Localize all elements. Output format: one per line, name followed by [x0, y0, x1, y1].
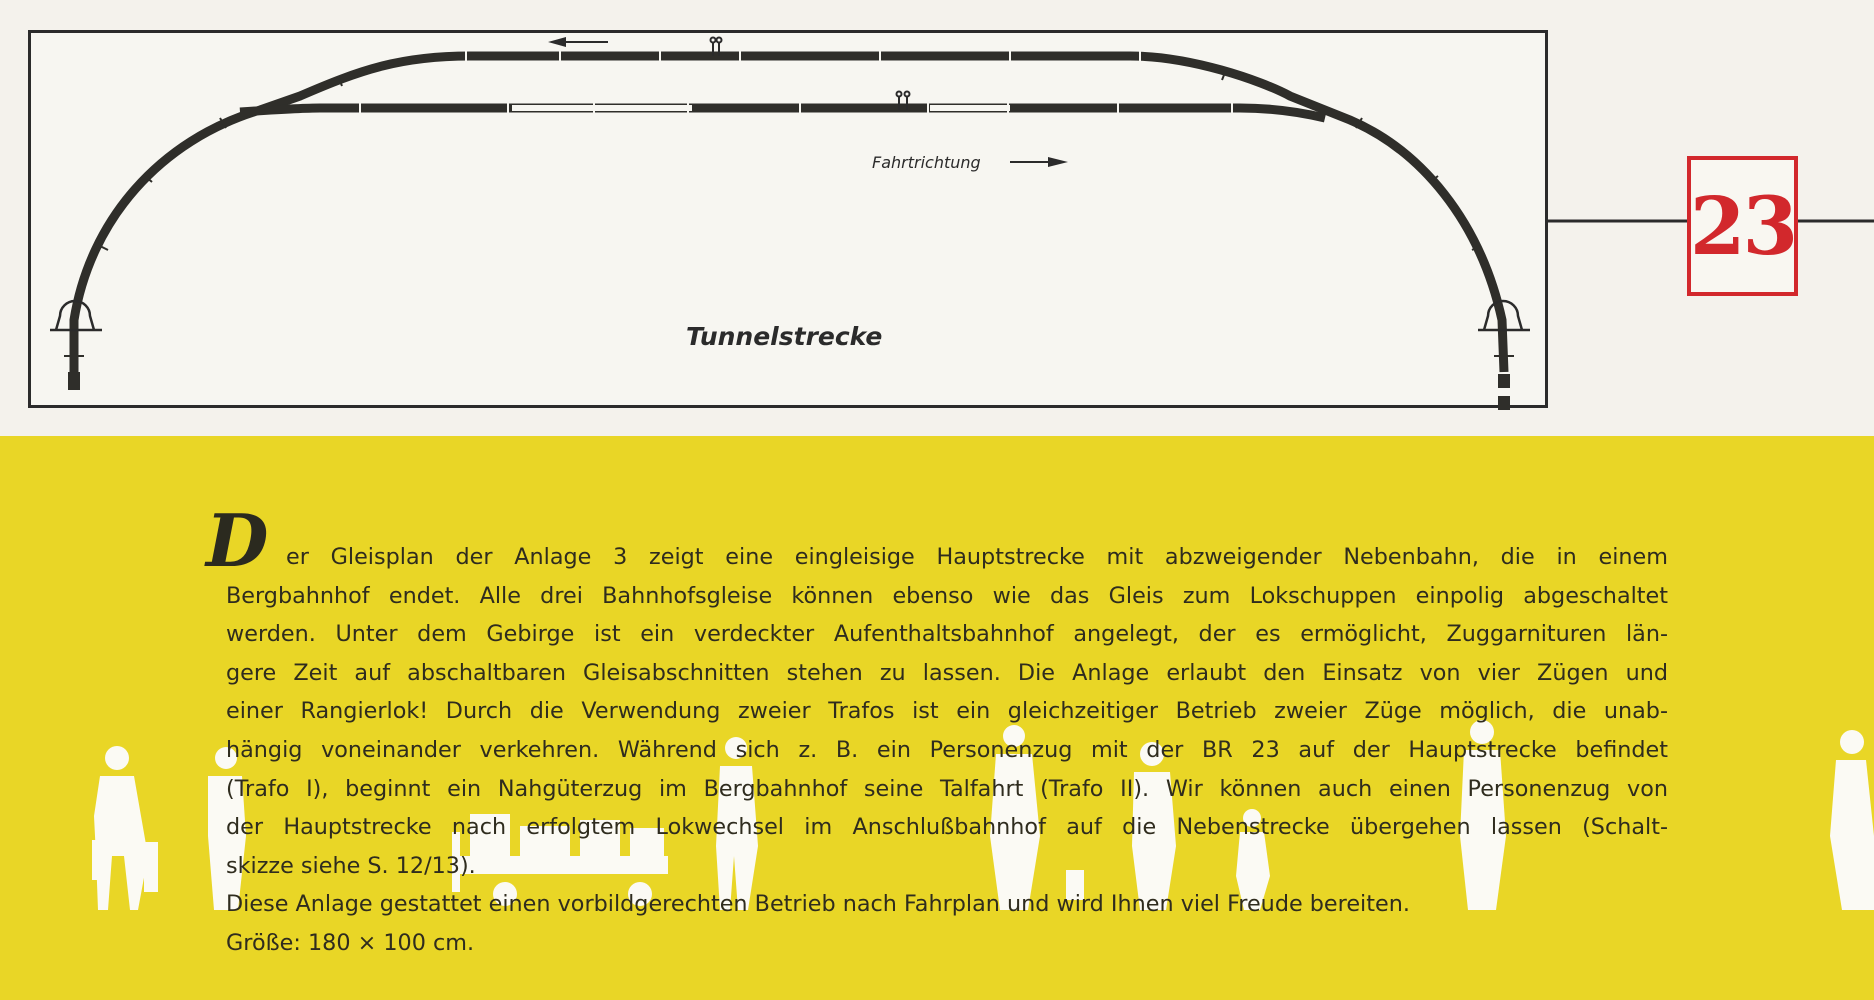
text-line-7: (Trafo I), beginnt ein Nahgüterzug im Bergbahnhof seine Talfahrt (Trafo II). Wir können auch einen Personenzug von	[226, 775, 1668, 802]
page-number-badge: 23	[1687, 156, 1798, 296]
text-line-2: Bergbahnhof endet. Alle drei Bahnhofsgleise können ebenso wie das Gleis zum Lokschuppen einpolig abgeschaltet	[226, 582, 1668, 609]
direction-label: Fahrtrichtung	[872, 153, 981, 172]
track-end-right	[1498, 396, 1510, 410]
isolated-section-1	[512, 105, 692, 111]
size-line: Größe: 180 × 100 cm.	[226, 929, 475, 956]
drop-cap: D	[206, 498, 255, 583]
track-end-right-2	[1498, 374, 1510, 388]
arrow-left-icon	[548, 37, 608, 47]
text-line-3: werden. Unter dem Gebirge ist ein verdeckter Aufenthaltsbahnhof angelegt, der es ermöglicht, Zuggarnituren län-	[226, 621, 1668, 648]
text-line-5: einer Rangierlok! Durch die Verwendung zweier Trafos ist ein gleichzeitiger Betrieb zweier Züge möglich, die unab-	[226, 698, 1668, 725]
text-line-6: hängig voneinander verkehren. Während sich z. B. ein Personenzug mit der BR 23 auf der Hauptstrecke befindet	[226, 736, 1668, 763]
text-line-8: der Hauptstrecke nach erfolgtem Lokwechsel im Anschlußbahnhof auf die Nebenstrecke übergehen lassen (Schalt-	[226, 814, 1668, 841]
traveller-silhouette-1	[92, 746, 158, 910]
track-end-left	[68, 372, 80, 390]
text-line-1: er Gleisplan der Anlage 3 zeigt eine eingleisige Hauptstrecke mit abzweigender Nebenbahn, die in einem	[286, 544, 1668, 570]
person-silhouette-6	[1830, 730, 1874, 910]
text-line-9: skizze siehe S. 12/13).	[226, 852, 476, 879]
text-line-4: gere Zeit auf abschaltbaren Gleisabschnitten stehen zu lassen. Die Anlage erlaubt den Einsatz von vier Zügen und	[226, 659, 1668, 686]
track-plan-diagram	[0, 0, 1874, 436]
inner-track	[240, 108, 1325, 118]
arrow-right-icon	[1010, 157, 1068, 167]
tunnel-label: Tunnelstrecke	[686, 322, 883, 351]
isolated-section-2	[930, 105, 1010, 111]
body-text	[226, 538, 1668, 963]
text-line-10: Diese Anlage gestattet einen vorbildgerechten Betrieb nach Fahrplan und wird Ihnen viel Freude bereiten.	[226, 891, 1410, 918]
